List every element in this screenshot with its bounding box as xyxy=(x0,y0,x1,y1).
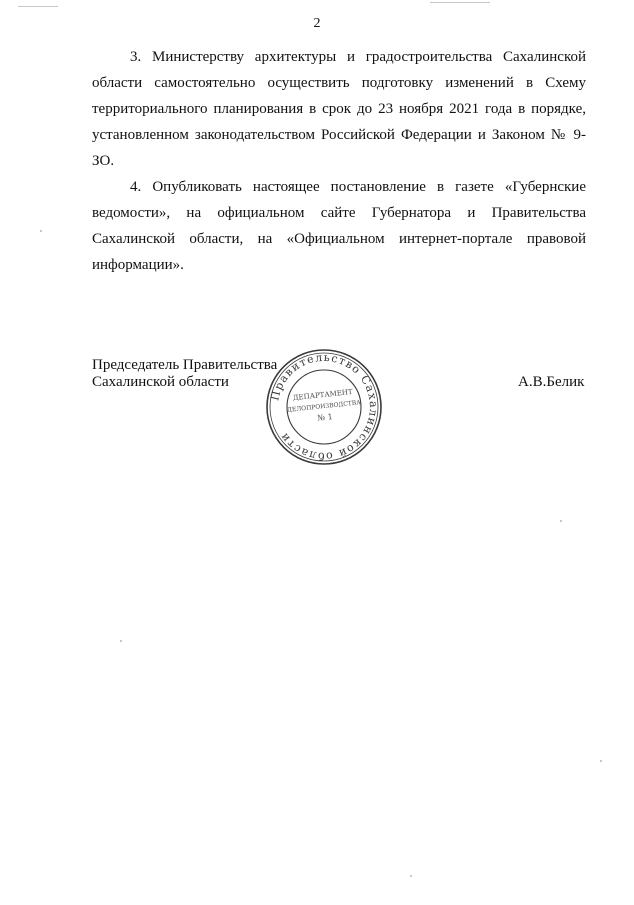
signatory-title-line-2: Сахалинской области xyxy=(92,374,229,390)
signatory-name: А.В.Белик xyxy=(518,374,585,390)
signatory-title xyxy=(92,357,277,391)
paragraph-4-text: 4. Опубликовать настоящее постановление в газете «Губернские ведомости», на официальном сайте Губернатора и Правительства Сахалинской области, на «Официальном интернет-портале правовой информации». xyxy=(92,179,586,273)
scan-artifact xyxy=(120,640,122,642)
official-seal-stamp xyxy=(257,348,391,466)
seal-center-line-1: ДЕПАРТАМЕНТ xyxy=(292,387,353,403)
page-number: 2 xyxy=(313,16,321,31)
signatory-title-line-1: Председатель Правительства xyxy=(92,357,278,373)
scan-artifact xyxy=(560,520,562,522)
paragraph-3-text: 3. Министерству архитектуры и градостроительства Сахалинской области самостоятельно осуществить подготовку изменений в Схему территориального планирования в срок до 23 ноября 2021 года в порядке, установленном законодательством Российской Федерации и Законом № 9-ЗО. xyxy=(92,49,586,169)
scan-artifact xyxy=(18,6,58,7)
scan-artifact xyxy=(40,230,42,232)
seal-ring-text: Правительство Сахалинской области xyxy=(268,350,381,464)
scan-artifact xyxy=(410,875,412,877)
paragraph-3 xyxy=(92,44,586,174)
seal-center-line-3: № 1 xyxy=(317,412,334,423)
paragraph-4 xyxy=(92,174,586,278)
scan-artifact xyxy=(600,760,602,762)
scan-artifact xyxy=(430,2,490,3)
seal-icon xyxy=(257,348,391,466)
seal-center-line-2: ДЕЛОПРОИЗВОДСТВА xyxy=(286,399,362,414)
